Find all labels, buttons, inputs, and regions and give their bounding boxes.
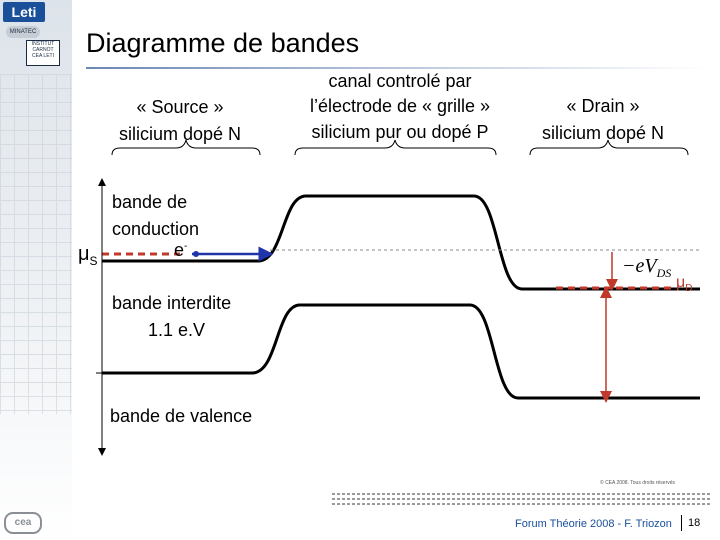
mu-d-subscript: D [685,283,693,295]
presenter-footer: Forum Théorie 2008 - F. Triozon [515,518,672,530]
mu-s-label [78,243,98,268]
electron-label [174,240,187,261]
source-label-line2: silicium dopé N [118,124,242,144]
mu-s-subscript: S [89,254,98,268]
source-label-line1: « Source » [136,97,224,117]
copyright-text: © CEA 2008. Tous droits réservés [600,480,676,486]
footer-separator [681,515,682,531]
minatec-logo: MINATEC [6,26,40,38]
electron-symbol: e [174,240,185,260]
drain-label-line1: « Drain » [566,96,640,116]
conduction-label-line2: conduction [112,219,200,239]
mu-d-symbol: μ [676,274,686,291]
bias-subscript: DS [656,266,672,280]
channel-label-line1: canal controlé par [328,71,472,91]
fine-print [332,493,712,513]
valence-band [102,305,700,398]
valence-label: bande de valence [110,406,253,426]
electron-dot [193,251,199,257]
band-gap-label-line2: 1.1 e.V [148,320,206,340]
leti-logo: Leti [3,2,45,22]
band-gap-label-line1: bande interdite [112,293,232,313]
channel-label-line3: silicium pur ou dopé P [311,122,489,142]
mu-d-label [676,274,692,294]
page-number: 18 [688,517,701,529]
bias-symbol: −eV [622,255,657,277]
carnot-logo: INSTITUT CARNOT CEA LETI [26,40,60,66]
bias-label [622,255,671,281]
electron-charge: - [184,241,188,252]
conduction-label-line1: bande de [112,192,188,212]
cea-logo: cea [4,512,42,534]
channel-label-line2: l’électrode de « grille » [309,96,491,116]
drain-label-line2: silicium dopé N [541,123,665,143]
conduction-band [102,196,700,289]
page-title: Diagramme de bandes [86,28,360,58]
mu-s-symbol: μ [78,243,90,265]
